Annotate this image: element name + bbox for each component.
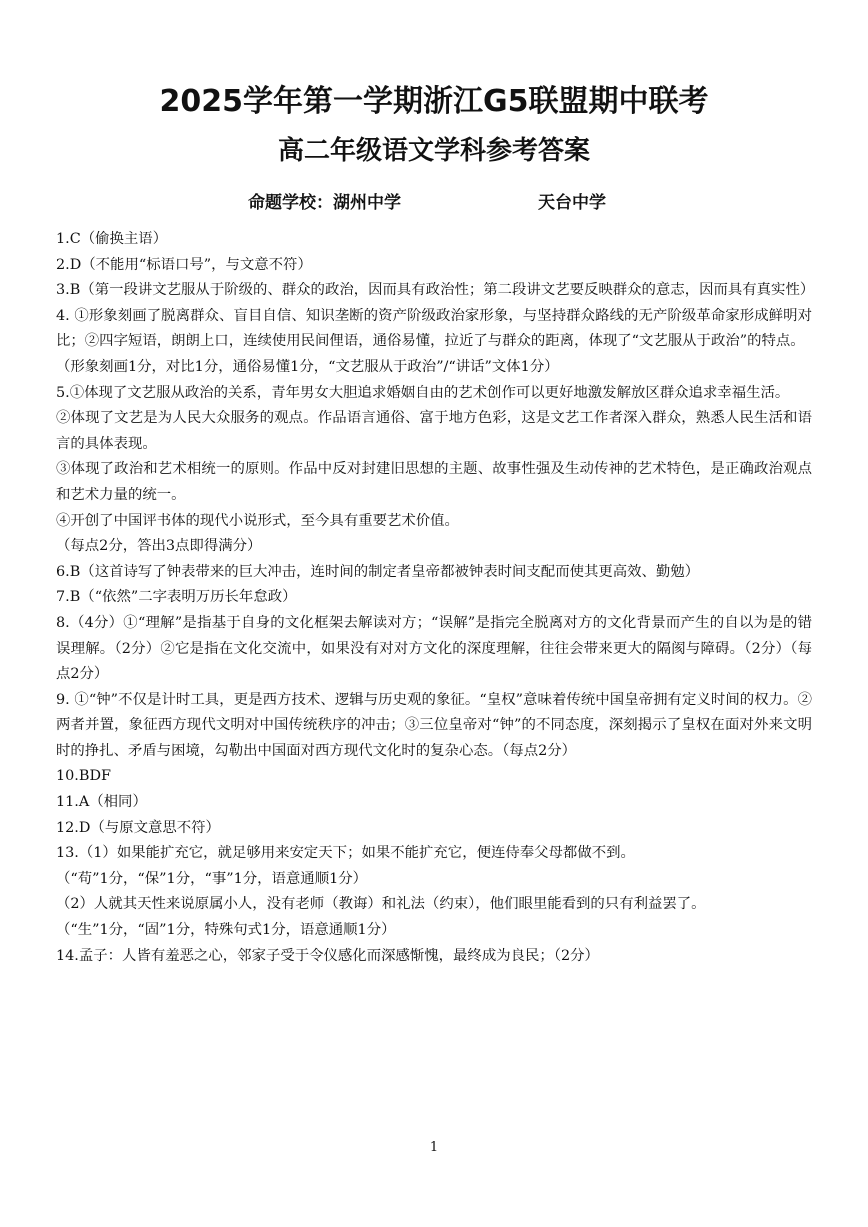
answer-line: （“生”1分，“固”1分，特殊句式1分，语意通顺1分） [56,922,396,939]
answer-line: （每点2分，答出3点即得满分） [56,538,262,555]
answer-line: （形象刻画1分，对比1分，通俗易懂1分，“文艺服从于政治”/“讲话”文体1分） [56,358,559,375]
answer-line: 10.BDF [56,768,111,785]
answer-line: 4. ①形象刻画了脱离群众、盲目自信、知识垄断的资产阶级政治家形象，与坚持群众路线的无产阶级革命家形成鲜明对比；②四字短语，朗朗上口，连续使用民间俚语，通俗易懂，拉近了与群众的距离，体现了“文艺服从于政治”的特点。 [56,307,812,350]
answer-line: 6.B（这首诗写了钟表带来的巨大冲击，连时间的制定者皇帝都被钟表时间支配而使其更高效、勤勉） [56,563,700,580]
answer-line: ④开创了中国评书体的现代小说形式，至今具有重要艺术价值。 [56,512,459,529]
answer-line: 7.B（“依然”二字表明万历长年怠政） [56,589,297,606]
answer-list [56,227,815,969]
answer-line: （“苟”1分，“保”1分，“事”1分，语意通顺1分） [56,870,368,887]
answer-line: 3.B（第一段讲文艺服从于阶级的、群众的政治，因而具有政治性；第二段讲文艺要反映群众的意志，因而具有真实性） [56,282,815,299]
answer-line: 14.孟子：人皆有羞恶之心，邻家子受于令仪感化而深感惭愧，最终成为良民；（2分） [56,947,599,964]
answer-line: ③体现了政治和艺术相统一的原则。作品中反对封建旧思想的主题、故事性强及生动传神的艺术特色，是正确政治观点和艺术力量的统一。 [56,461,812,503]
authoring-schools [0,188,868,214]
answer-line: 2.D（不能用“标语口号”，与文意不符） [56,256,312,273]
school-tiantai: 天台中学 [538,193,606,213]
school-huzhou: 命题学校：湖州中学 [248,193,401,213]
document-title: 2025学年第一学期浙江G5联盟期中联考 [159,84,709,119]
answer-line: 5.①体现了文艺服从政治的关系，青年男女大胆追求婚姻自由的艺术创作可以更好地激发解放区群众追求幸福生活。 [56,384,790,401]
answer-line: 8.（4分）①“理解”是指基于自身的文化框架去解读对方；“误解”是指完全脱离对方的文化背景而产生的自以为是的错误理解。（2分）②它是指在文化交流中，如果没有对对方文化的深度理解，往往会带来更大的隔阂与障碍。（2分）（每点2分） [56,614,812,683]
answer-line: 9. ①“钟”不仅是计时工具，更是西方技术、逻辑与历史观的象征。“皇权”意味着传统中国皇帝拥有定义时间的权力。②两者并置，象征西方现代文明对中国传统秩序的冲击；③三位皇帝对“钟”的不同态度，深刻揭示了皇权在面对外来文明时的挣扎、矛盾与困境，勾勒出中国面对西方现代文化时的复杂心态。（每点2分） [56,691,812,759]
document-subtitle: 高二年级语文学科参考答案 [277,136,590,166]
answer-line: 12.D（与原文意思不符） [56,819,220,836]
answer-line: 1.C（偷换主语） [56,231,168,247]
answer-line: 13.（1）如果能扩充它，就足够用来安定天下；如果不能扩充它，便连侍奉父母都做不到。 [56,845,635,862]
page-number: 1 [429,1140,439,1155]
answer-line: 11.A（相同） [56,794,147,811]
answer-line: ②体现了文艺是为人民大众服务的观点。作品语言通俗、富于地方色彩，这是文艺工作者深入群众，熟悉人民生活和语言的具体表现。 [56,410,812,452]
answer-line: （2）人就其天性来说原属小人，没有老师（教诲）和礼法（约束），他们眼里能看到的只有利益罢了。 [56,896,706,913]
